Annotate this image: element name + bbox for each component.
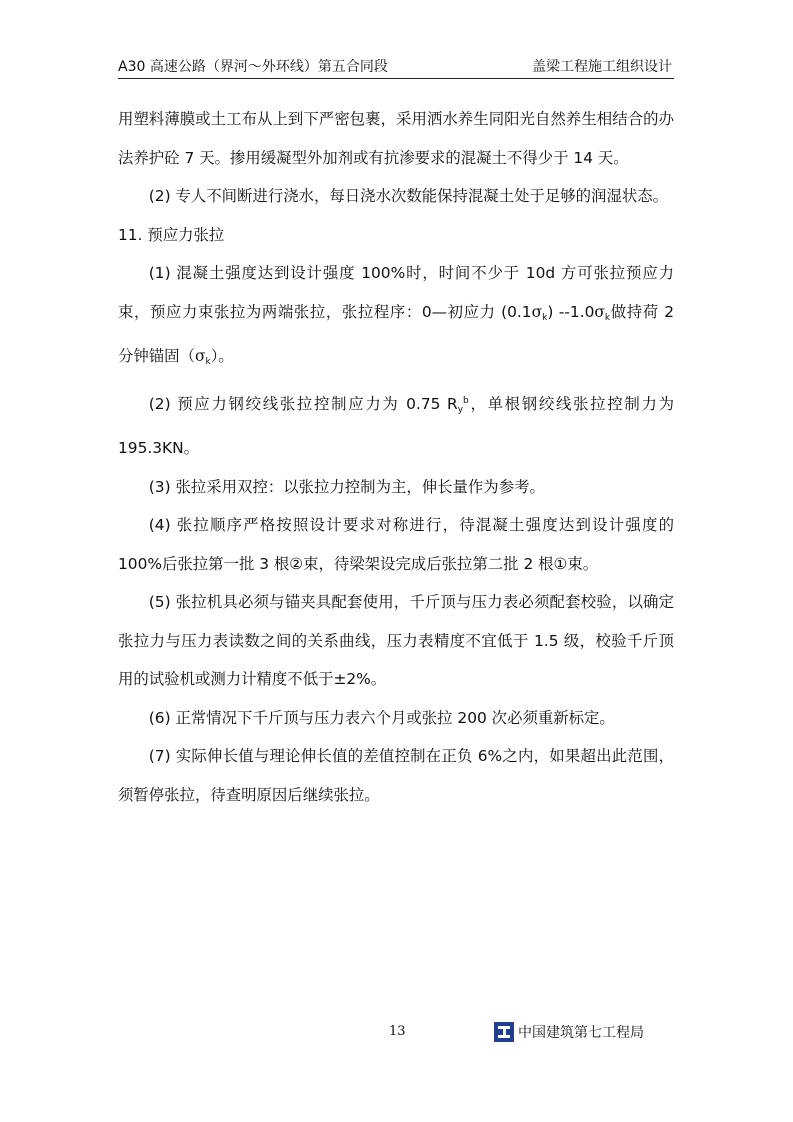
strength-superscript: b [463, 395, 469, 406]
section-heading-prestress: 11. 预应力张拉 [118, 225, 225, 244]
tension-procedure-tail-a: ) --1.0 [547, 302, 595, 321]
sigma-symbol: σ [194, 347, 206, 365]
paragraph-elongation-tolerance: (7) 实际伸长值与理论伸长值的差值控制在正负 6%之内，如果超出此范围，须暂停张拉，待查明原因后继续张拉。 [118, 747, 674, 804]
control-stress-text: (2) 预应力钢绞线张拉控制应力为 0.75 R [148, 394, 458, 413]
sigma-symbol: σ [594, 302, 605, 321]
sigma-subscript: k [205, 357, 211, 367]
sigma-subscript: k [604, 312, 611, 323]
paragraph-dual-control: (3) 张拉采用双控：以张拉力控制为主，伸长量作为参考。 [148, 477, 545, 496]
tension-procedure-text: (1) 混凝土强度达到设计强度 100%时，时间不少于 10d 方可张拉预应力束，预应力束张拉为两端张拉，张拉程序：0—初应力 (0.1 [118, 264, 674, 321]
strength-subscript: y [457, 404, 464, 415]
header-project-title: A30 高速公路（界河～外环线）第五合同段 [118, 59, 388, 75]
paragraph-jack-calibration: (5) 张拉机具必须与锚夹具配套使用，千斤顶与压力表必须配套校验，以确定张拉力与压力表读数之间的关系曲线，压力表精度不宜低于 1.5 级，校验千斤顶用的试验机或测力计精度不低于±2%。 [118, 593, 674, 688]
header-document-title: 盖梁工程施工组织设计 [532, 59, 672, 75]
paragraph-curing-wrap: 用塑料薄膜或土工布从上到下严密包裹，采用洒水养生同阳光自然养生相结合的办法养护砼 7 天。掺用缓凝型外加剂或有抗渗要求的混凝土不得少于 14 天。 [118, 110, 674, 167]
tension-procedure-tail-c: ）。 [210, 347, 234, 365]
sigma-subscript: k [542, 312, 548, 323]
paragraph-tension-sequence: (4) 张拉顺序严格按照设计要求对称进行，待混凝土强度达到设计强度的 100%后张拉第一批 3 根②束，待梁架设完成后张拉第二批 2 根①束。 [118, 516, 674, 573]
control-stress-tail: ，单根钢绞线张拉控制力为 195.3KN。 [118, 394, 674, 457]
tension-procedure-tail-b: 做持荷 2 分钟锚固（ [118, 302, 675, 365]
sigma-symbol: σ [531, 302, 543, 321]
paragraph-watering: (2) 专人不间断进行浇水，每日浇水次数能保持混凝土处于足够的润湿状态。 [148, 187, 668, 205]
document-body [118, 100, 674, 814]
company-name: 中国建筑第七工程局 [518, 1025, 644, 1041]
page-header [118, 56, 674, 79]
cscec-logo-icon [494, 1022, 514, 1042]
page-number: 13 [389, 1024, 406, 1039]
paragraph-recalibration: (6) 正常情况下千斤顶与压力表六个月或张拉 200 次必须重新标定。 [148, 708, 615, 727]
page-footer-company [494, 1022, 644, 1042]
paragraph-tension-procedure [118, 254, 674, 382]
paragraph-control-stress [118, 382, 674, 468]
